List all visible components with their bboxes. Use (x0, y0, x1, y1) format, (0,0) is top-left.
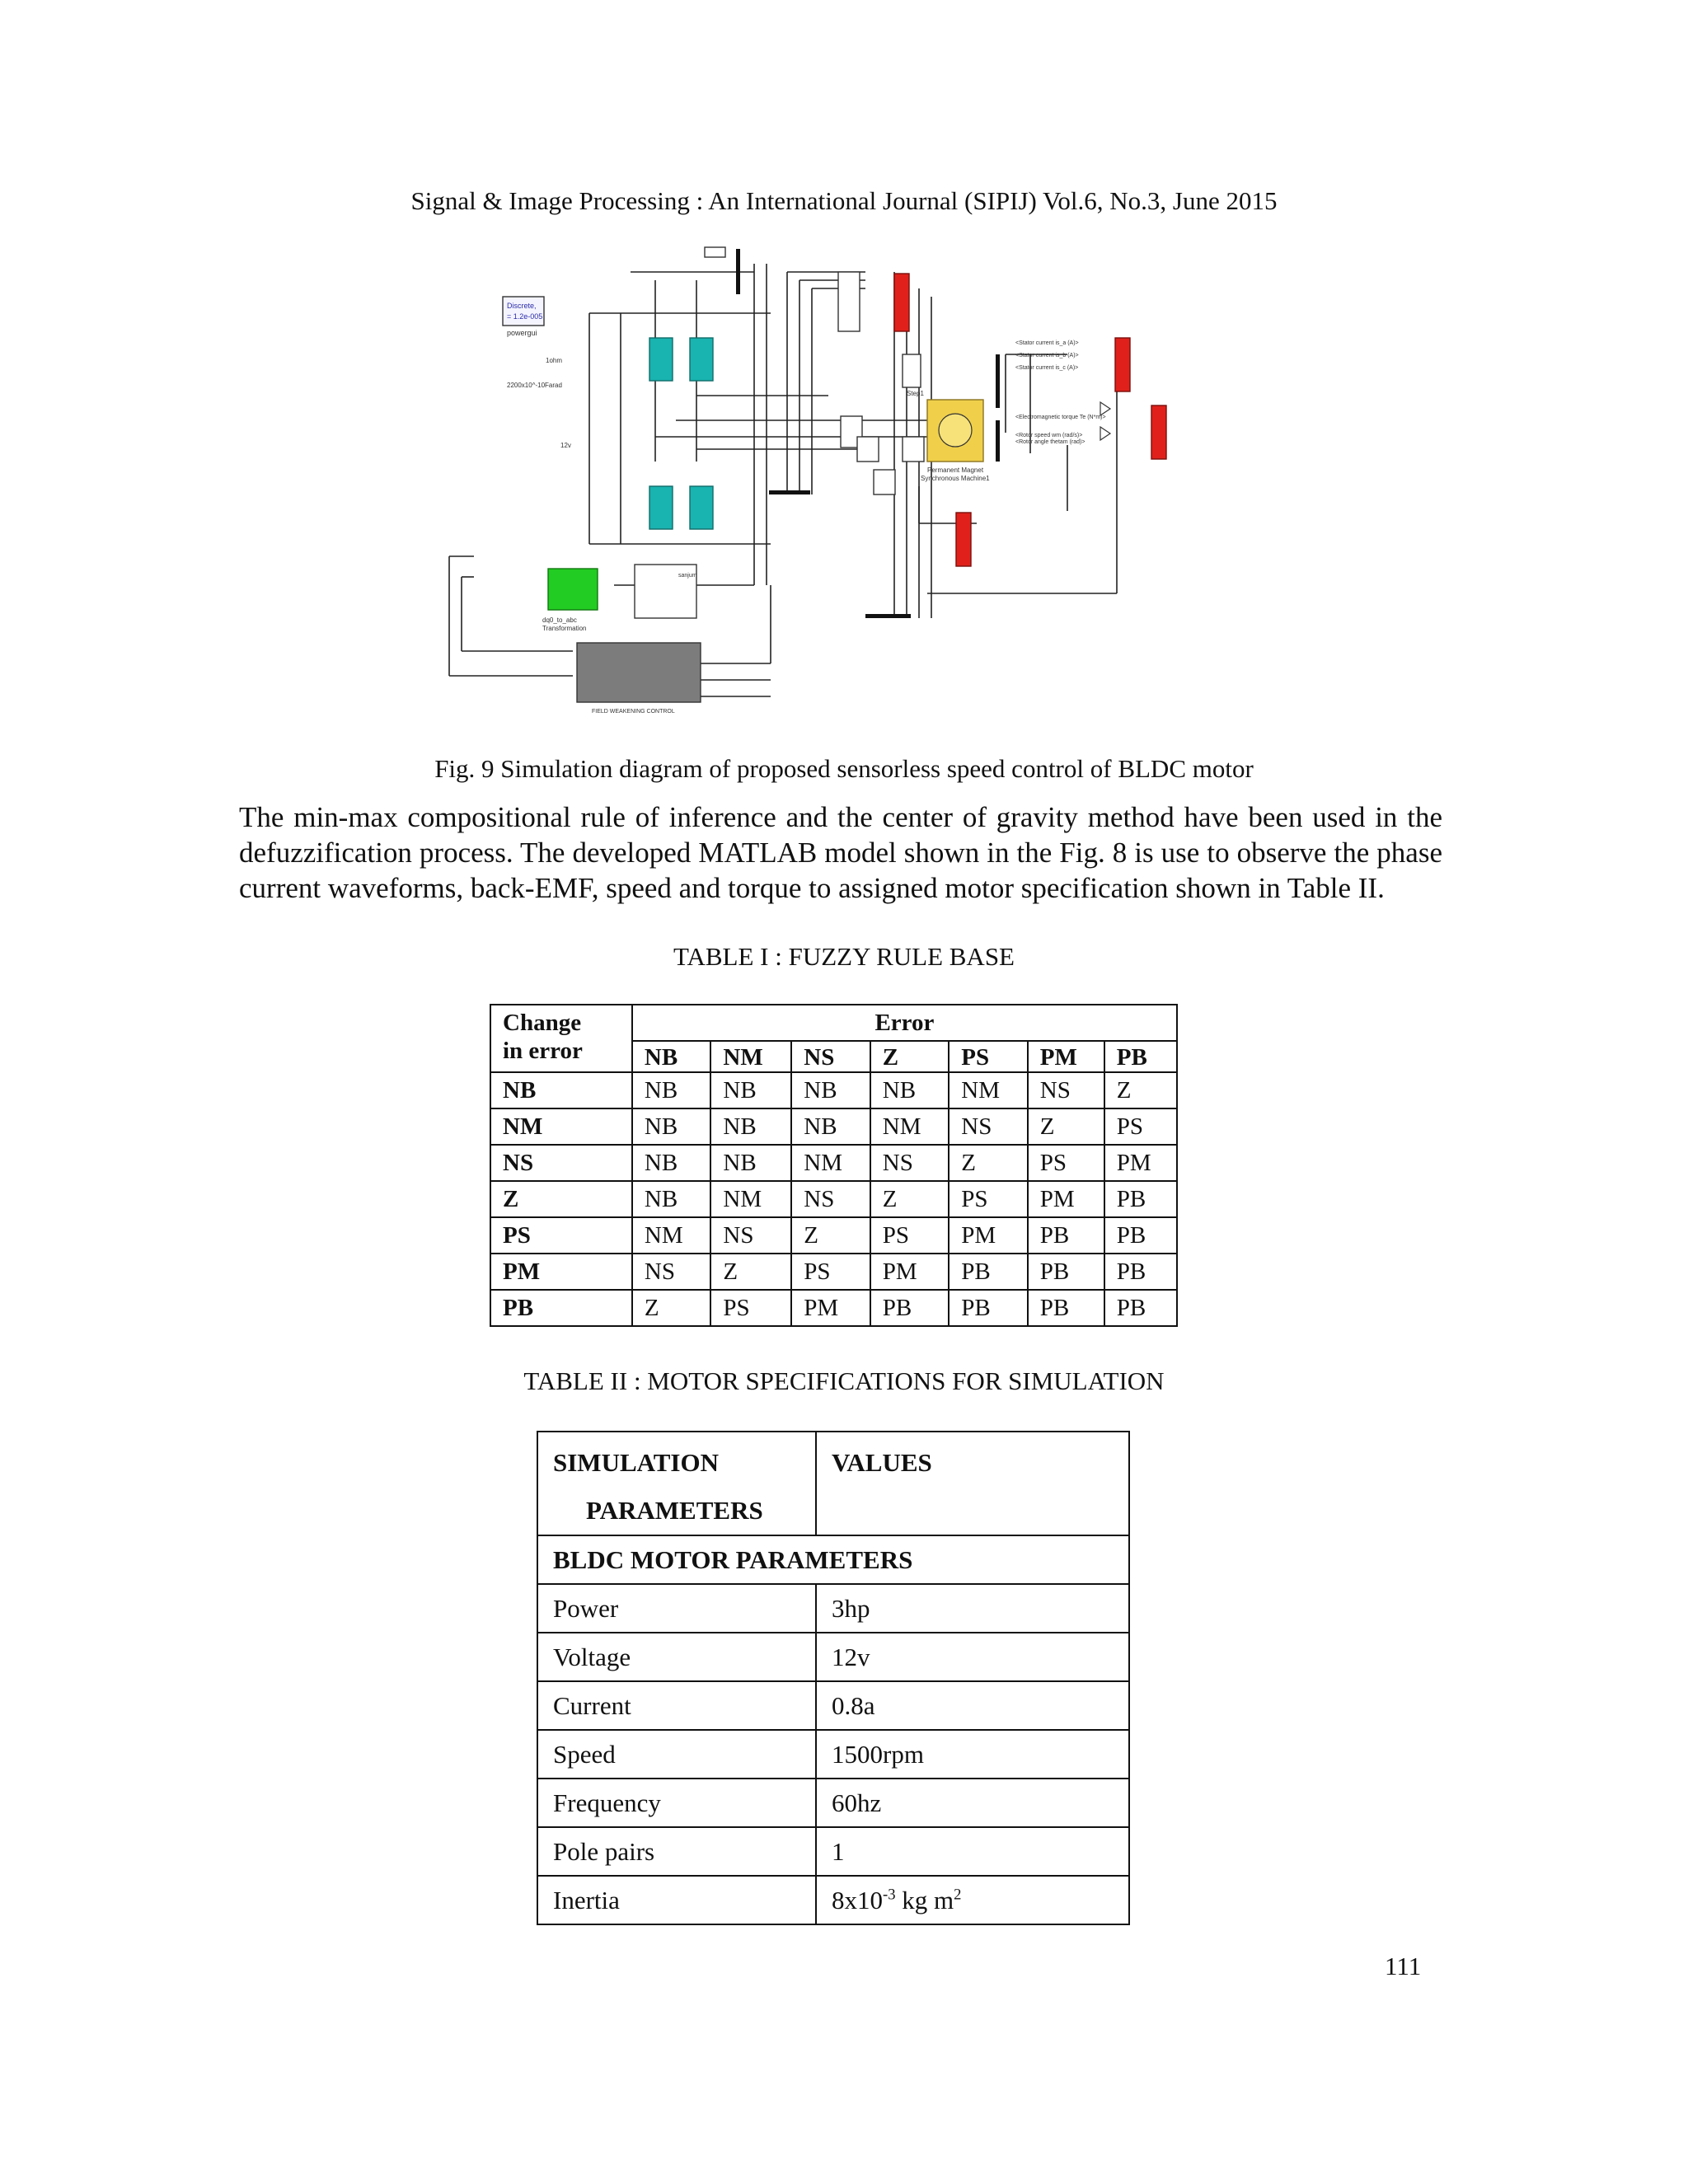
table1-cell: NS (1028, 1072, 1104, 1108)
table2-param-cell: Voltage (537, 1633, 816, 1681)
table1-cell: NS (870, 1145, 950, 1181)
svg-text:Discrete,: Discrete, (507, 302, 537, 310)
table1-cell: PB (1104, 1290, 1177, 1326)
table1-cell: PB (949, 1290, 1028, 1326)
table2-param-cell: Pole pairs (537, 1827, 816, 1876)
table1-row (490, 1181, 1177, 1217)
table2-row (537, 1730, 1129, 1779)
table1-error-header: Error (632, 1005, 1177, 1041)
simulation-diagram-svg (416, 231, 1249, 738)
table1-cell: PB (1028, 1217, 1104, 1254)
svg-text:Permanent Magnet: Permanent Magnet (927, 466, 984, 474)
svg-text:powergui: powergui (507, 329, 537, 337)
table1-cell: NB (710, 1145, 791, 1181)
table2-caption: TABLE II : MOTOR SPECIFICATIONS FOR SIMULATION (523, 1366, 1165, 1395)
table1-cell: PM (791, 1290, 870, 1326)
table2-param-header (537, 1432, 816, 1535)
table1-cell: NM (870, 1108, 950, 1145)
table2-header-row (537, 1432, 1129, 1535)
table2-body (537, 1584, 1129, 1876)
table1-corner-line1: Change (503, 1010, 582, 1036)
table1-col-header: Z (870, 1041, 950, 1072)
table1-cell: PB (1104, 1217, 1177, 1254)
svg-text:2200x10^-10Farad: 2200x10^-10Farad (507, 382, 562, 389)
table2-param-cell: Frequency (537, 1779, 816, 1827)
table1-cell: PM (870, 1254, 950, 1290)
table1-row (490, 1108, 1177, 1145)
table2-value-cell: 1 (816, 1827, 1129, 1876)
table1-cell: PS (791, 1254, 870, 1290)
table1-caption: TABLE I : FUZZY RULE BASE (673, 942, 1015, 971)
page-number: 111 (1385, 1952, 1422, 1980)
table1-cell: NB (791, 1108, 870, 1145)
table1-col-header: PS (949, 1041, 1028, 1072)
table2-param-cell: Power (537, 1584, 816, 1633)
paragraph-text: The min-max compositional rule of inference and the center of gravity method have been used in the defuzzification process. The developed MATLAB model shown in the Fig. 8 is use to observe the phase current waveforms, back-EMF, speed and torque to assigned motor specification shown in Table II. (239, 801, 1442, 904)
inertia-base: 8x10 (832, 1885, 883, 1915)
table2-row (537, 1827, 1129, 1876)
table2-value-cell: 1500rpm (816, 1730, 1129, 1779)
svg-text:1ohm: 1ohm (546, 357, 563, 364)
table1-cell: PM (1104, 1145, 1177, 1181)
table2-value-cell: 60hz (816, 1779, 1129, 1827)
svg-text:<Electromagnetic torque Te (N*: <Electromagnetic torque Te (N*m)> (1015, 415, 1106, 420)
table2-value-cell: 0.8a (816, 1681, 1129, 1730)
table1-cell: PS (870, 1217, 950, 1254)
table1-cell: NB (710, 1072, 791, 1108)
table1-cell: PB (1104, 1254, 1177, 1290)
table1-cell: NS (710, 1217, 791, 1254)
table2-value-cell: 12v (816, 1633, 1129, 1681)
table1-cell: Z (632, 1290, 711, 1326)
table1-row-label: NS (490, 1145, 632, 1181)
table1-cell: PS (949, 1181, 1028, 1217)
table1-row (490, 1072, 1177, 1108)
svg-text:Step1: Step1 (907, 390, 924, 397)
table1-row-label: NM (490, 1108, 632, 1145)
table1-cell: NM (949, 1072, 1028, 1108)
table2-row-inertia (537, 1876, 1129, 1924)
table1-cell: PB (1104, 1181, 1177, 1217)
table1-cell: PB (1028, 1254, 1104, 1290)
table1-row (490, 1217, 1177, 1254)
table1-cell: NS (791, 1181, 870, 1217)
table2-row (537, 1584, 1129, 1633)
table1-row (490, 1145, 1177, 1181)
table2-values-header: VALUES (816, 1432, 1129, 1535)
table1-row-label: NB (490, 1072, 632, 1108)
figure-caption: Fig. 9 Simulation diagram of proposed sensorless speed control of BLDC motor (434, 754, 1254, 783)
inertia-exponent: -3 (883, 1886, 896, 1904)
svg-text:Transformation: Transformation (542, 625, 587, 632)
table1-row (490, 1254, 1177, 1290)
table1-col-header: NM (710, 1041, 791, 1072)
fuzzy-rule-table (490, 1004, 1178, 1327)
svg-text:= 1.2e-005: = 1.2e-005 (507, 312, 543, 321)
inertia-unit: kg m (895, 1885, 954, 1915)
table2-row (537, 1779, 1129, 1827)
table1-col-header: NB (632, 1041, 711, 1072)
table1-cell: PB (949, 1254, 1028, 1290)
table1-row (490, 1290, 1177, 1326)
table1-cell: NM (710, 1181, 791, 1217)
table1-cell: Z (870, 1181, 950, 1217)
svg-text:<Stator current is_b (A)>: <Stator current is_b (A)> (1015, 353, 1079, 359)
table1-cell: PB (870, 1290, 950, 1326)
table1-cell: NB (632, 1181, 711, 1217)
table2-row (537, 1681, 1129, 1730)
table1-corner-line2: in error (503, 1038, 583, 1064)
table1-cell: Z (1028, 1108, 1104, 1145)
svg-text:Synchronous Machine1: Synchronous Machine1 (921, 475, 990, 482)
motor-spec-table (537, 1431, 1130, 1925)
table1-col-header: PM (1028, 1041, 1104, 1072)
table1-row-label: PM (490, 1254, 632, 1290)
table1-cell: NB (870, 1072, 950, 1108)
table1-corner-cell (490, 1005, 632, 1072)
table1-col-header: PB (1104, 1041, 1177, 1072)
table1-cell: PS (1104, 1108, 1177, 1145)
table1-col-header: NS (791, 1041, 870, 1072)
table2-param-cell: Speed (537, 1730, 816, 1779)
table1-cell: PS (1028, 1145, 1104, 1181)
table1-row-label: Z (490, 1181, 632, 1217)
svg-text:<Rotor angle thetam (rad)>: <Rotor angle thetam (rad)> (1015, 439, 1085, 445)
table2-section-row (537, 1535, 1129, 1584)
table1-cell: NB (710, 1108, 791, 1145)
svg-text:12v: 12v (560, 442, 571, 449)
table1-cell: NS (632, 1254, 711, 1290)
table1-cell: NS (949, 1108, 1028, 1145)
table1-row-label: PB (490, 1290, 632, 1326)
table1-cell: NB (791, 1072, 870, 1108)
table1-cell: NB (632, 1145, 711, 1181)
table1-row-label: PS (490, 1217, 632, 1254)
svg-text:<Rotor speed wm (rad/s)>: <Rotor speed wm (rad/s)> (1015, 433, 1083, 438)
table1-cell: PM (949, 1217, 1028, 1254)
table1-cell: Z (710, 1254, 791, 1290)
svg-text:<Stator current is_a (A)>: <Stator current is_a (A)> (1015, 340, 1079, 346)
table1-cell: NM (632, 1217, 711, 1254)
table2-param-cell: Inertia (537, 1876, 816, 1924)
running-header: Signal & Image Processing : An International Journal (SIPIJ) Vol.6, No.3, June 2015 (410, 186, 1278, 215)
table2-section-label: BLDC MOTOR PARAMETERS (537, 1535, 1129, 1584)
table1-cell: PB (1028, 1290, 1104, 1326)
svg-text:<Stator current is_c (A)>: <Stator current is_c (A)> (1015, 365, 1079, 371)
table2-param-cell: Current (537, 1681, 816, 1730)
table1-cell: NB (632, 1072, 711, 1108)
table1-cell: PS (710, 1290, 791, 1326)
body-paragraph (239, 799, 1442, 906)
table1-cell: PM (1028, 1181, 1104, 1217)
table2-row (537, 1633, 1129, 1681)
table1-cell: NM (791, 1145, 870, 1181)
table1-cell: Z (791, 1217, 870, 1254)
svg-text:FIELD WEAKENING CONTROL: FIELD WEAKENING CONTROL (592, 709, 675, 715)
svg-text:dq0_to_abc: dq0_to_abc (542, 616, 577, 624)
table1-body (490, 1072, 1177, 1326)
table2-value-cell: 3hp (816, 1584, 1129, 1633)
table2-param-header-line1: SIMULATION (553, 1448, 719, 1477)
svg-text:sanjum: sanjum (678, 573, 697, 579)
table2-param-header-line2: PARAMETERS (586, 1496, 763, 1525)
simulation-diagram-figure (416, 231, 1249, 738)
inertia-unit-exponent: 2 (954, 1886, 962, 1904)
table1-cell: Z (949, 1145, 1028, 1181)
table1-cell: Z (1104, 1072, 1177, 1108)
table1-cell: NB (632, 1108, 711, 1145)
table2-value-cell (816, 1876, 1129, 1924)
